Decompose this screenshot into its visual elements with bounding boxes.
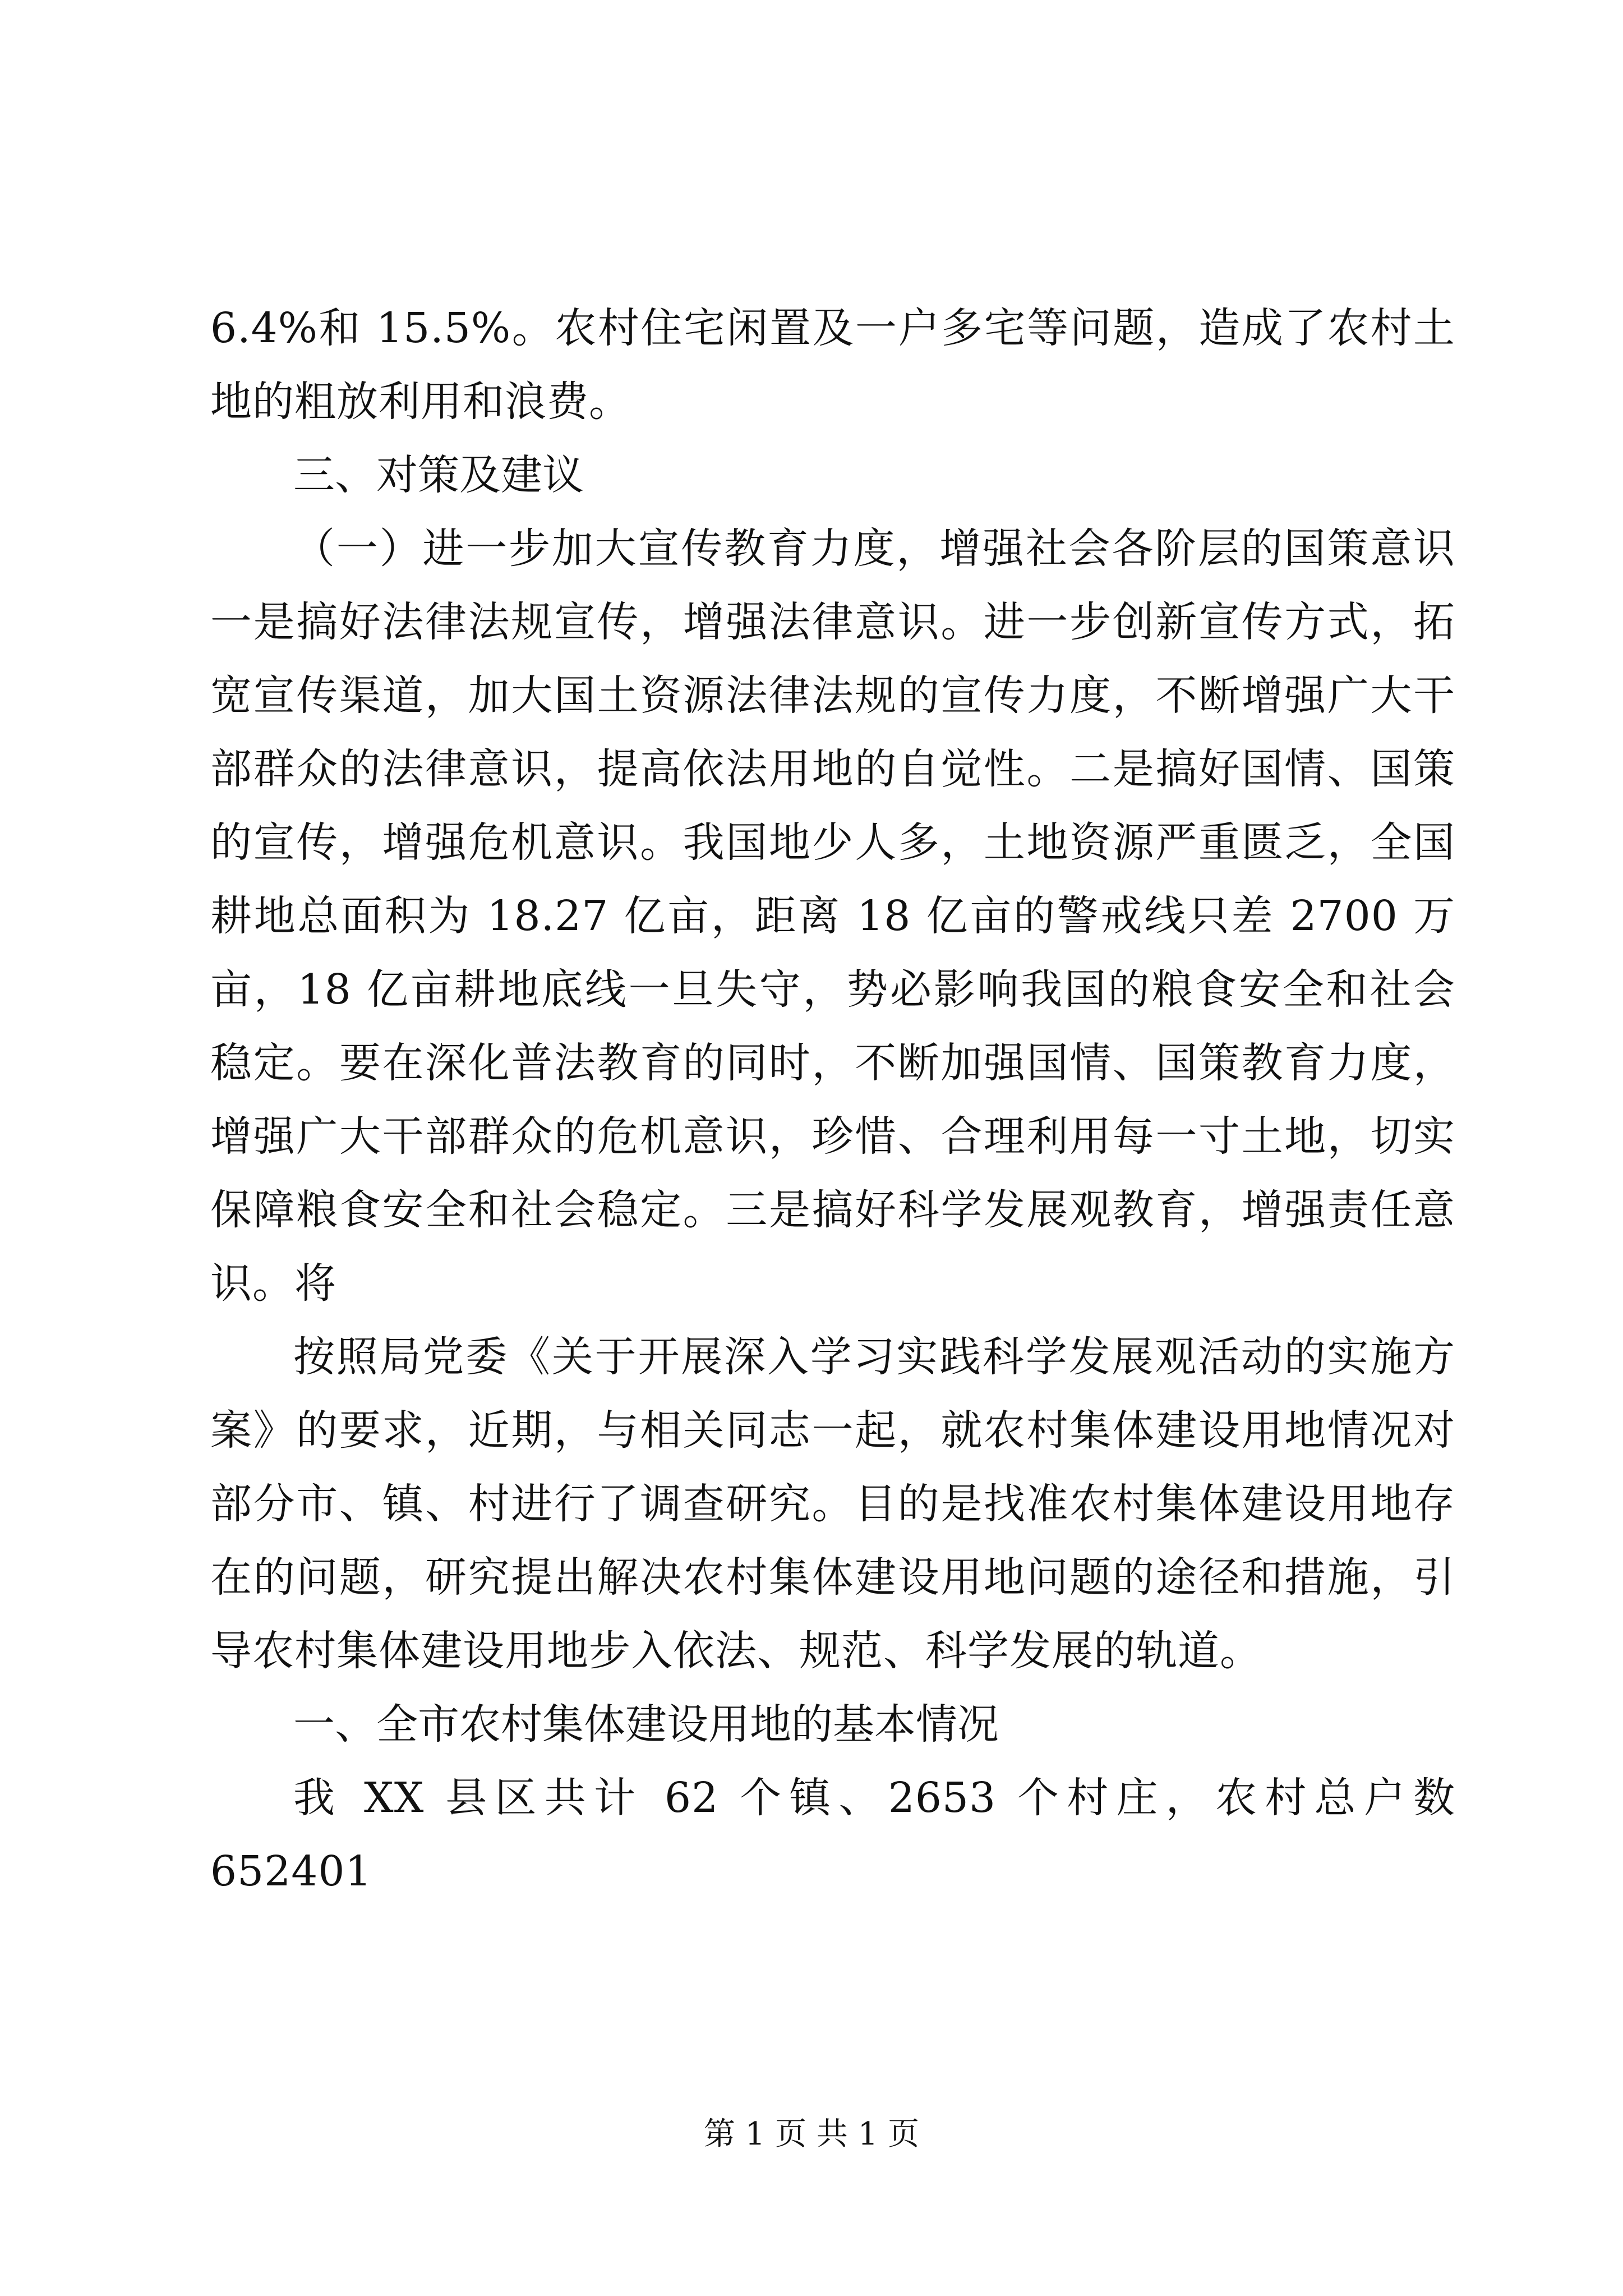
paragraph-continuation: 6.4%和 15.5%。农村住宅闲置及一户多宅等问题，造成了农村土地的粗放利用和浪费。 (210, 304, 1455, 426)
paragraph-publicity-education: （一）进一步加大宣传教育力度，增强社会各阶层的国策意识一是搞好法律法规宣传，增强法律意识。进一步创新宣传方式，拓宽宣传渠道，加大国土资源法律法规的宣传力度，不断增强广大干部群众的法律意识，提高依法用地的自觉性。二是搞好国情、国策的宣传，增强危机意识。我国地少人多，土地资源严重匮乏，全国耕地总面积为 18.27 亿亩，距离 18 亿亩的警戒线只差 2700 万亩，18 亿亩耕地底线一旦失守，势必影响我国的粮食安全和社会稳定。要在深化普法教育的同时，不断加强国情、国策教育力度，增强广大干部群众的危机意识，珍惜、合理利用每一寸土地，切实保障粮食安全和社会稳定。三是搞好科学发展观教育，增强责任意识。将 (210, 524, 1455, 1308)
section-heading-basic-situation: 一、全市农村集体建设用地的基本情况 (293, 1700, 999, 1749)
paragraph-county-stats: 我 XX 县区共计 62 个镇、2653 个村庄，农村总户数 652401 (210, 1774, 1455, 1895)
paragraph-research-intro: 按照局党委《关于开展深入学习实践科学发展观活动的实施方案》的要求，近期，与相关同志一起，就农村集体建设用地情况对部分市、镇、村进行了调查研究。目的是找准农村集体建设用地存在的问题，研究提出解决农村集体建设用地问题的途径和措施，引导农村集体建设用地步入依法、规范、科学发展的轨道。 (210, 1333, 1455, 1675)
section-heading-countermeasures: 三、对策及建议 (293, 451, 584, 499)
page-number-footer: 第 1 页 共 1 页 (703, 2116, 920, 2152)
document-body (210, 292, 1455, 1908)
